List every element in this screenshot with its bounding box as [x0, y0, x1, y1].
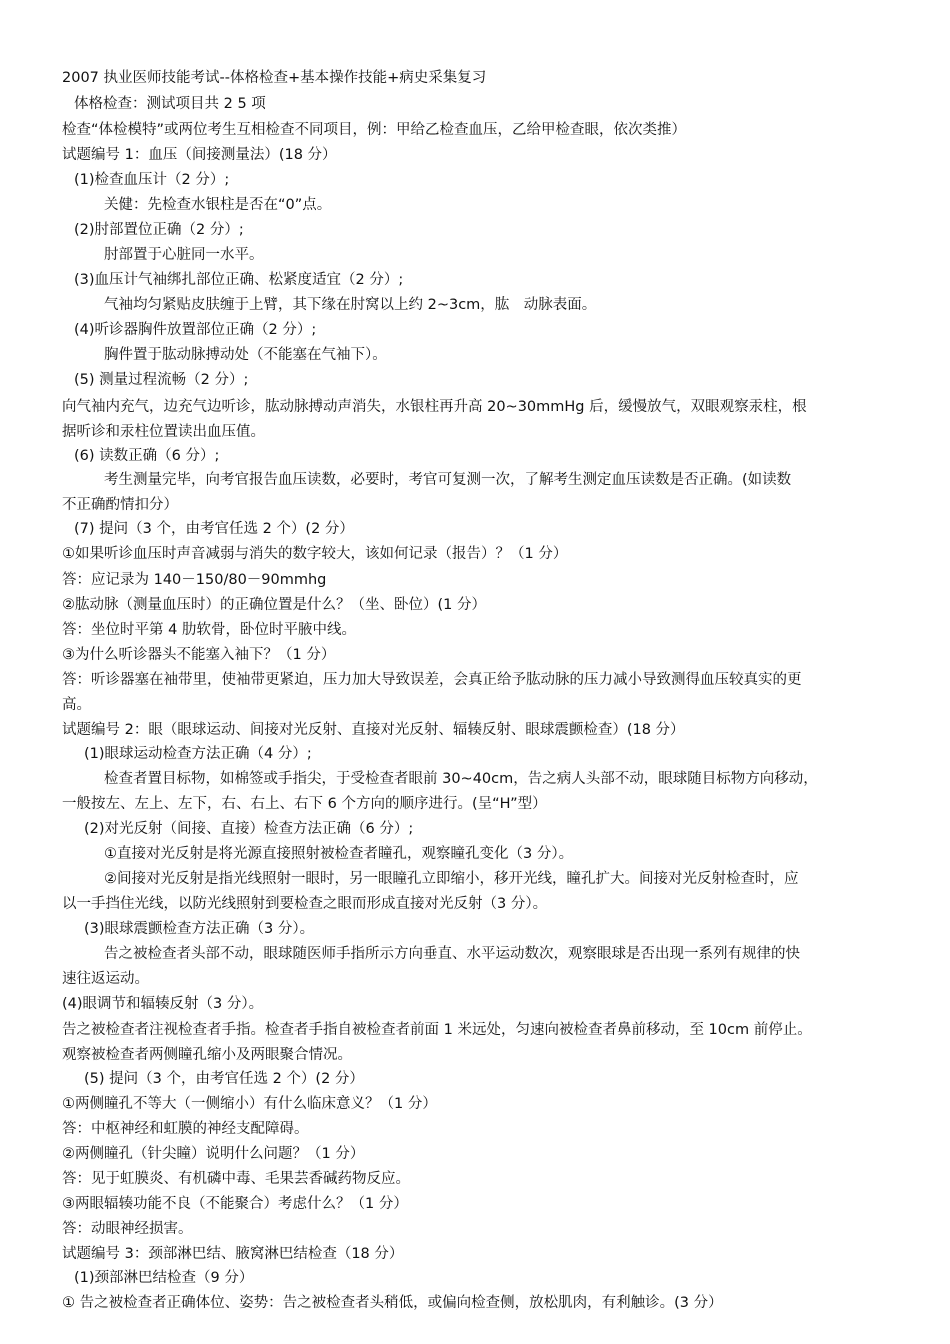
answer-line: 答：中枢神经和虹膜的神经支配障碍。 [62, 1121, 309, 1137]
text-line: 向气袖内充气，边充气边听诊，肱动脉搏动声消失，水银柱再升高 20~30mmHg 后，缓慢放气，双眼观察汞柱，根 [62, 399, 807, 415]
text-line: (4)听诊器胸件放置部位正确（2 分）; [74, 322, 317, 338]
text-line: 考生测量完毕，向考官报告血压读数，必要时，考官可复测一次，了解考生测定血压读数是否正确。(如读数 [104, 472, 792, 488]
item-heading: 试题编号 2：眼（眼球运动、间接对光反射、直接对光反射、辐辏反射、眼球震颤检查）(18 分） [62, 722, 685, 738]
item-heading: 试题编号 3：颈部淋巴结、腋窝淋巴结检查（18 分） [62, 1246, 404, 1262]
item-heading: 试题编号 1：血压（间接测量法）(18 分） [62, 147, 337, 163]
text-line: 肘部置于心脏同一水平。 [104, 247, 264, 263]
question-line: ③两眼辐辏功能不良（不能聚合）考虑什么？（1 分） [62, 1196, 408, 1212]
text-line: (2)肘部置位正确（2 分）; [74, 222, 244, 238]
text-line: ①直接对光反射是将光源直接照射被检查者瞳孔，观察瞳孔变化（3 分）。 [104, 846, 574, 862]
question-line: ③为什么听诊器头不能塞入袖下？（1 分） [62, 647, 336, 663]
text-line: 高。 [62, 697, 91, 713]
answer-line: 答：见于虹膜炎、有机磷中毒、毛果芸香碱药物反应。 [62, 1171, 410, 1187]
text-line: 检查“体检模特”或两位考生互相检查不同项目，例：甲给乙检查血压，乙给甲检查眼，依次类推） [62, 122, 687, 138]
text-line: (4)眼调节和辐辏反射（3 分）。 [62, 996, 264, 1012]
text-line: 据听诊和汞柱位置读出血压值。 [62, 424, 265, 440]
text-line: 以一手挡住光线，以防光线照射到要检查之眼而形成直接对光反射（3 分）。 [62, 896, 548, 912]
text-line: (3)血压计气袖绑扎部位正确、松紧度适宜（2 分）; [74, 272, 404, 288]
text-line: (3)眼球震颤检查方法正确（3 分）。 [84, 921, 315, 937]
text-line: (7) 提问（3 个，由考官任选 2 个）(2 分） [74, 521, 354, 537]
text-line: 观察被检查者两侧瞳孔缩小及两眼聚合情况。 [62, 1047, 352, 1063]
question-line: ①如果听诊血压时声音减弱与消失的数字较大，该如何记录（报告）？（1 分） [62, 546, 568, 562]
section-heading: 体格检查：测试项目共 2 5 项 [74, 96, 266, 112]
text-line: 告之被检查者头部不动，眼球随医师手指所示方向垂直、水平运动数次，观察眼球是否出现一系列有规律的快 [104, 946, 800, 962]
text-line: 胸件置于肱动脉搏动处（不能塞在气袖下）。 [104, 347, 387, 363]
text-line: (1)颈部淋巴结检查（9 分） [74, 1270, 254, 1286]
document-title: 2007 执业医师技能考试--体格检查+基本操作技能+病史采集复习 [62, 70, 487, 86]
answer-line: 答：坐位时平第 4 肋软骨，卧位时平腋中线。 [62, 622, 356, 638]
text-line: (1)检查血压计（2 分）; [74, 172, 230, 188]
text-line: 速往返运动。 [62, 971, 149, 987]
text-line: 气袖均匀紧贴皮肤缠于上臂，其下缘在肘窝以上约 2~3cm，肱 动脉表面。 [104, 297, 597, 313]
answer-line: 答：应记录为 140－150/80－90mmhg [62, 572, 327, 588]
question-line: ②肱动脉（测量血压时）的正确位置是什么？（坐、卧位）(1 分） [62, 597, 486, 613]
text-line: (6) 读数正确（6 分）; [74, 448, 220, 464]
answer-line: 答：动眼神经损害。 [62, 1221, 193, 1237]
text-line: (5) 测量过程流畅（2 分）; [74, 372, 249, 388]
question-line: ①两侧瞳孔不等大（一侧缩小）有什么临床意义？（1 分） [62, 1096, 437, 1112]
text-line: 不正确酌情扣分） [62, 497, 178, 513]
text-line: 一般按左、左上、左下，右、右上、右下 6 个方向的顺序进行。(呈“H”型） [62, 796, 547, 812]
answer-line: 答：听诊器塞在袖带里，使袖带更紧迫，压力加大导致误差，会真正给予肱动脉的压力减小导致测得血压较真实的更 [62, 672, 802, 688]
text-line: (1)眼球运动检查方法正确（4 分）; [84, 746, 312, 762]
question-line: ②两侧瞳孔（针尖瞳）说明什么问题？（1 分） [62, 1146, 365, 1162]
text-line: 检查者置目标物，如棉签或手指尖，于受检查者眼前 30~40cm，告之病人头部不动，眼球随目标物方向移动， [104, 771, 818, 787]
text-line: (2)对光反射（间接、直接）检查方法正确（6 分）; [84, 821, 414, 837]
text-line: (5) 提问（3 个，由考官任选 2 个）(2 分） [84, 1071, 364, 1087]
text-line: 关健：先检查水银柱是否在“0”点。 [104, 197, 332, 213]
text-line: ②间接对光反射是指光线照射一眼时，另一眼瞳孔立即缩小，移开光线，瞳孔扩大。间接对光反射检查时，应 [104, 871, 799, 887]
text-line: ① 告之被检查者正确体位、姿势：告之被检查者头稍低，或偏向检查侧，放松肌肉，有利触诊。(3 分） [62, 1295, 723, 1311]
text-line: 告之被检查者注视检查者手指。检查者手指自被检查者前面 1 米远处，匀速向被检查者鼻前移动，至 10cm 前停止。 [62, 1022, 812, 1038]
